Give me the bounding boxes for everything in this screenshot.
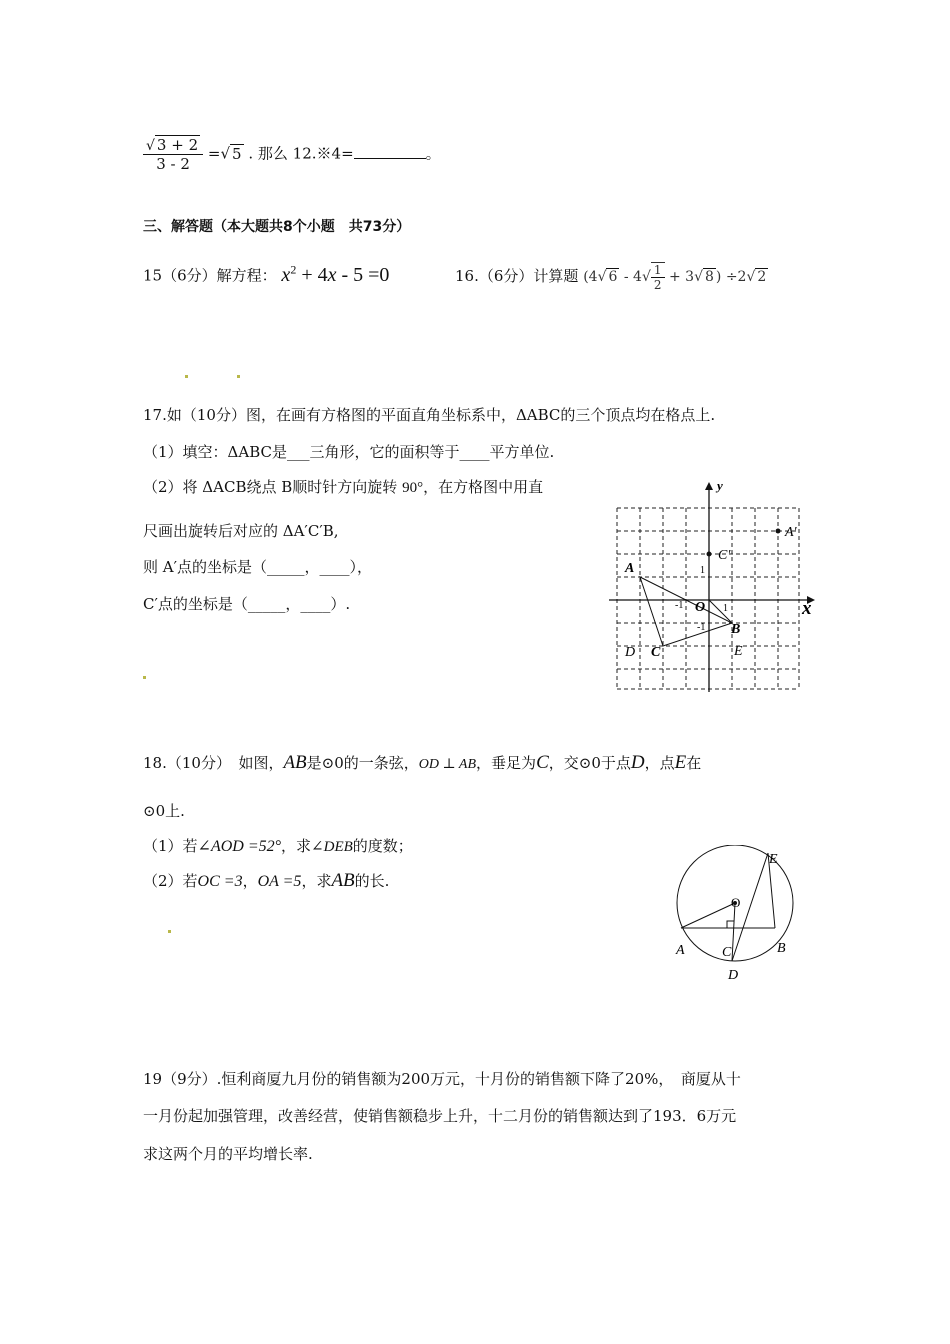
decor-dot (143, 676, 146, 679)
graph-point-d: D (625, 645, 636, 660)
top-suffix: . 那么 12.※4= (248, 144, 354, 163)
q18-line1: 18.（10分） 如图，AB是⊙0的一条弦，OD ⊥ AB，垂足为C，交⊙0于点D，点E在 (143, 752, 702, 773)
q17-line6: C′点的坐标是（_____，____）. (143, 595, 351, 613)
q19-line2: 一月份起加强管理，改善经营，使销售额稳步上升，十二月份的销售额达到了193．6万元 (143, 1107, 737, 1125)
q16-label: 16.（6分）计算题 (455, 267, 579, 285)
top-blank (354, 158, 426, 159)
graph-tick-yneg1: -1 (697, 622, 706, 633)
graph-origin-label: O (695, 600, 706, 615)
q17-coordinate-grid (605, 480, 820, 695)
q16-expression: (4√ 6 - 4√ $\frac{1}{2}$ + 3√ 8 ) ÷2√ 2 (583, 263, 767, 292)
top-frac-denominator: 3 - 2 (156, 155, 190, 173)
decor-dot (237, 375, 240, 378)
q18-part1: （1）若∠AOD =52°，求∠DEB的度数； (143, 837, 413, 855)
fig-label-o: O (731, 895, 741, 910)
top-end: 。 (425, 144, 441, 163)
decor-dot (168, 930, 171, 933)
top-frac-numerator: 3 + 2 (156, 136, 199, 154)
graph-y-label: y (717, 480, 723, 493)
q15 (143, 262, 389, 287)
q18-line2: ⊙0上. (143, 802, 185, 820)
q17-line3: （2）将 ΔACB绕点 B顺时针方向旋转 90°，在方格图中用直 (143, 478, 544, 496)
graph-point-b: B (731, 622, 741, 637)
q19-line3: 求这两个月的平均增长率. (143, 1145, 313, 1163)
graph-point-a: A (625, 561, 635, 576)
graph-tick-x1: 1 (723, 603, 728, 614)
graph-point-c: C (651, 645, 661, 660)
graph-tick-y1: 1 (700, 565, 705, 576)
fig-label-e: E (769, 852, 778, 867)
q18-part2: （2）若OC =3，OA =5，求AB的长. (143, 870, 390, 891)
q18-circle-figure (665, 845, 815, 985)
fig-label-d: D (728, 968, 739, 983)
fig-label-c: C (722, 945, 732, 960)
top-expression: $\frac{√ 3 + 2}{3 - 2}$ =√ 5 . 那么 12.※4= 。 (143, 136, 441, 173)
graph-point-c-prime: C′ (718, 548, 731, 563)
q15-label: 15（6分）解方程： (143, 266, 277, 285)
q17-line4: 尺画出旋转后对应的 ΔA′C′B, (143, 522, 339, 540)
section-3-title: 三、解答题（本大题共8个小题 共73分） (143, 219, 411, 235)
top-eq: = (207, 144, 221, 163)
q17-line1: 17.如（10分）图，在画有方格图的平面直角坐标系中，ΔABC的三个顶点均在格点上. (143, 406, 716, 424)
graph-point-e: E (734, 644, 743, 659)
graph-point-a-prime: A′ (785, 525, 797, 540)
q17-line5: 则 A′点的坐标是（_____，____）， (143, 558, 373, 576)
q15-equation: $x^2 + 4x - 5 =0$ (281, 262, 390, 286)
top-fraction: $\frac{√ 3 + 2}{3 - 2}$ (143, 136, 203, 173)
decor-dot (185, 375, 188, 378)
fig-label-b: B (777, 941, 786, 956)
graph-x-label: x (802, 598, 812, 619)
graph-tick-xneg1: -1 (675, 600, 684, 611)
q19-line1: 19（9分）.恒利商厦九月份的销售额为200万元，十月份的销售额下降了20%， 商厦从十 (143, 1070, 741, 1088)
q16 (455, 262, 768, 292)
top-rhs: 5 (232, 144, 242, 163)
q17-line2: （1）填空：ΔABC是___三角形，它的面积等于____平方单位. (143, 443, 555, 461)
fig-label-a: A (676, 943, 685, 958)
